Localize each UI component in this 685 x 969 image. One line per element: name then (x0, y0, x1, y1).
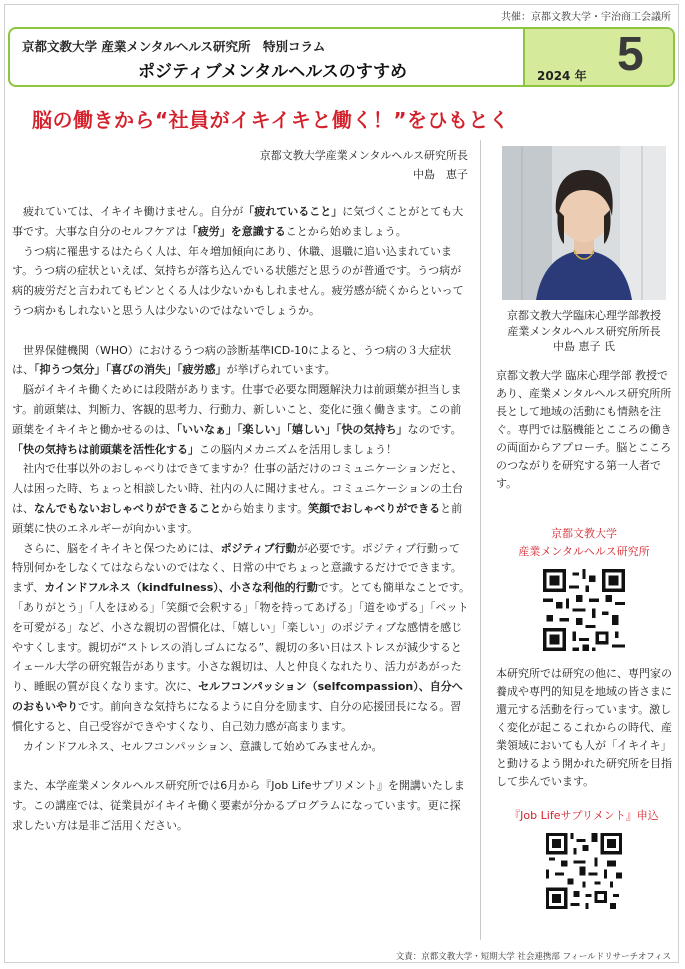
paragraph: 社内で仕事以外のおしゃべりはできてますか？仕事の話だけのコミュニケーションだと、人は困った時、ちょっと相談したい時、社内の人に聞けません。コミュニケーションの土台は、なんでもないおしゃべりができることから始まります。笑顔でおしゃべりができると前頭葉に快のエネルギーが向かいます。 (12, 462, 463, 535)
article-body (12, 202, 470, 836)
author-name: 中島 恵子 (413, 168, 468, 181)
paragraph: また、本学産業メンタルヘルス研究所では6月から『Job Lifeサプリメント』を開講いたします。この講座では、従業員がイキイキ働く要素が分かるプログラムになっています。更に探求したい方は是非ご活用ください。 (12, 779, 465, 832)
issue-number: 5 (617, 28, 644, 81)
article-main (12, 140, 481, 940)
author-bio: 京都文教大学 臨床心理学部 教授であり、産業メンタルヘルス研究所所長として地域の活動にも情熱を注ぐ。専門では脳機能とこころの働きの両面からアプローチ。脳とこころのつながりを研究する第一人者です。 (496, 368, 672, 490)
paragraph: 疲れていては、イキイキ働けません。自分が「疲れていること」に気づくことがとても大事です。大事な自分のセルフケアは「疲労」を意識することから始めましょう。 (12, 205, 464, 238)
column-header (8, 27, 675, 87)
sponsor-line: 共催：京都文教大学・宇治商工会議所 (501, 12, 671, 23)
paragraph: 脳がイキイキ働くためには段階があります。仕事で必要な問題解決力は前頭葉が担当します。前頭葉は、判断力、客観的思考力、行動力、新しいこと、変化に強く働きます。この前頭葉をイキイキと働かせるのは、「いいなぁ」「楽しい」「嬉しい」「快の気持ち」なのです。「快の気持ちは前頭葉を活性化する」この脳内メカニズムを活用しましょう！ (12, 383, 462, 456)
paragraph: カインドフルネス、セルフコンパッション、意識して始めてみませんか。 (23, 739, 383, 753)
sidebar (496, 146, 672, 909)
author-photo (502, 146, 666, 300)
issue-year: 2024 年 (537, 69, 587, 83)
apply-qr-code[interactable] (546, 833, 622, 909)
footer-credit: 文責：京都文教大学・短期大学 社会連携部 フィールドリサーチオフィス (395, 952, 671, 962)
apply-label: 『Job Lifeサプリメント』申込 (509, 808, 659, 822)
paragraph: 世界保健機関（WHO）におけるうつ病の診断基準ICD-10によると、うつ病の３大症状は、「抑うつ気分」「喜びの消失」「疲労感」が挙げられています。 (12, 343, 452, 377)
author-affiliation: 京都文教大学産業メンタルヘルス研究所長 (259, 149, 468, 162)
paragraph: さらに、脳をイキイキと保つためには、ポジティブ行動が必要です。ポジティブ行動って特別何かをしなくてはならないのではなく、日常の中でちょっと意識するだけでできます。まず、カインドフルネス（kindfulness）、小さな利他的行動です。とても簡単なことです。「ありがとう」「人をほめる」「笑顔で会釈する」「物を持ってあげる」「道をゆずる」「ペットを可愛がる」など、小さな親切の習慣化は、「嬉しい」「楽しい」のポジティブな感情を感じやすくします。親切が“ストレスの消しゴムになる”、親切の多い日はストレスが減少するとイェール大学の研究報告があります。小さな親切は、人と仲良くなれたり、活力があがったり、睡眠の質が良くなります。次に、セルフコンパッション（selfcompassion）、自分へのおもいやりです。前向きな気持ちになるように自分を励ます、自分の応援団長になる。習慣化すると、自己受容ができやすくなり、自己効力感が高まります。 (12, 541, 471, 733)
photo-caption: 京都文教大学臨床心理学部教授 産業メンタルヘルス研究所所長 中島 恵子 氏 (507, 309, 661, 353)
article-headline: 脳の働きから“社員がイキイキと働く！”をひもとく (32, 108, 510, 132)
lab-label: 京都文教大学 産業メンタルヘルス研究所 (518, 526, 650, 558)
column-title: ポジティブメンタルヘルスのすすめ (138, 62, 407, 82)
lab-qr-code[interactable] (543, 569, 625, 651)
paragraph: うつ病に罹患するはたらく人は、年々増加傾向にあり、休職、退職に追い込まれています。うつ病の症状といえば、気持ちが落ち込んでいる状態だと思うのが普通です。うつ病が病的疲労だと言われてもピンとくる人は少ないかもしれません。疲労感が続くからといってうつ病かもしれないと思う人は少ないのではないでしょうか。 (12, 244, 464, 317)
issue-box (523, 29, 673, 85)
column-subtitle: 京都文教大学 産業メンタルヘルス研究所 特別コラム (22, 39, 326, 54)
lab-description: 本研究所では研究の他に、専門家の養成や専門的知見を地域の皆さまに還元する活動を行っています。激しく変化が起こるこれからの時代、産業領域においても人が「イキイキ」と動けるよう開かれた研究所を目指して歩んでいます。 (496, 666, 672, 788)
